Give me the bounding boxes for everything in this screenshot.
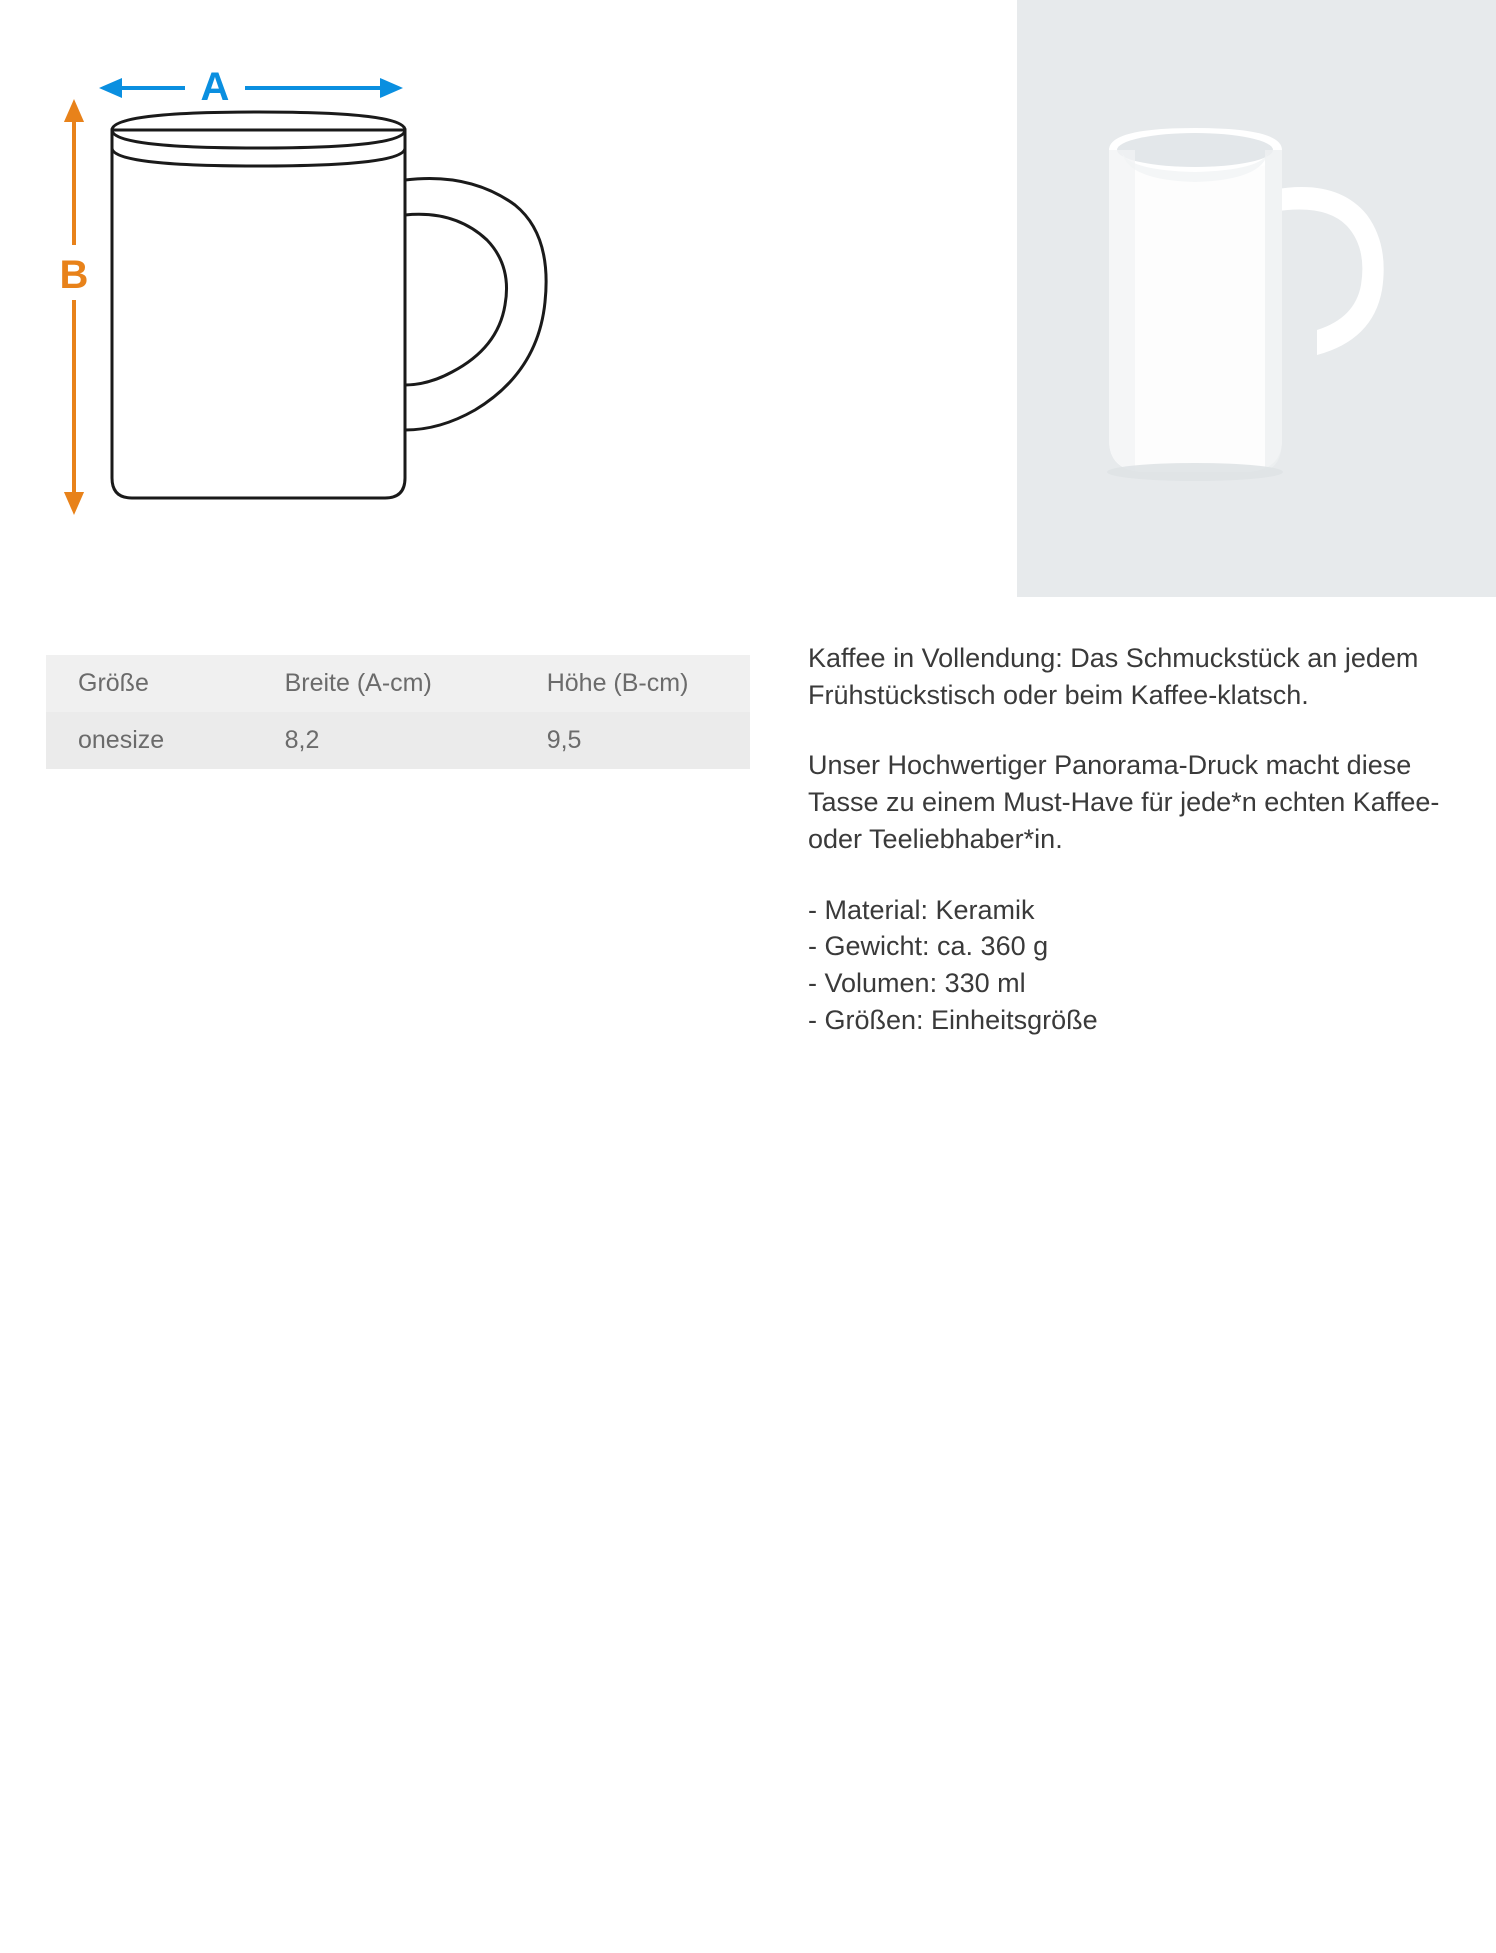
description-paragraph-2: Unser Hochwertiger Panorama-Druck macht diese Tasse zu einem Must-Have für jede*n echten Kaffee- oder Teeliebhaber*in. — [808, 750, 1440, 854]
size-table — [46, 655, 750, 769]
product-specs-list — [808, 892, 1468, 1039]
width-label: A — [200, 65, 230, 109]
mug-outline-icon — [112, 112, 546, 498]
height-arrow-icon — [67, 104, 81, 510]
cell-width: 8,2 — [284, 726, 320, 754]
spec-volume: - Volumen: 330 ml — [808, 968, 1026, 999]
cell-height: 9,5 — [546, 726, 582, 754]
product-description — [808, 640, 1468, 1038]
cell-size: onesize — [78, 726, 165, 754]
mug-dimension-drawing — [0, 0, 620, 560]
table-header-width: Breite (A-cm) — [284, 669, 432, 697]
description-paragraph-1: Kaffee in Vollendung: Das Schmuckstück an jedem Frühstückstisch oder beim Kaffee-klatsch. — [808, 643, 1419, 710]
table-header-row — [46, 655, 750, 712]
spec-weight: - Gewicht: ca. 360 g — [808, 931, 1049, 962]
spec-material: - Material: Keramik — [808, 894, 1035, 925]
spec-sizes: - Größen: Einheitsgröße — [808, 1004, 1098, 1035]
table-header-size: Größe — [78, 669, 149, 697]
mug-product-photo — [1017, 0, 1496, 597]
table-header-height: Höhe (B-cm) — [546, 669, 689, 697]
width-arrow-icon — [104, 81, 398, 95]
product-visuals — [0, 0, 1496, 600]
table-row — [46, 712, 750, 769]
height-label: B — [59, 253, 89, 297]
